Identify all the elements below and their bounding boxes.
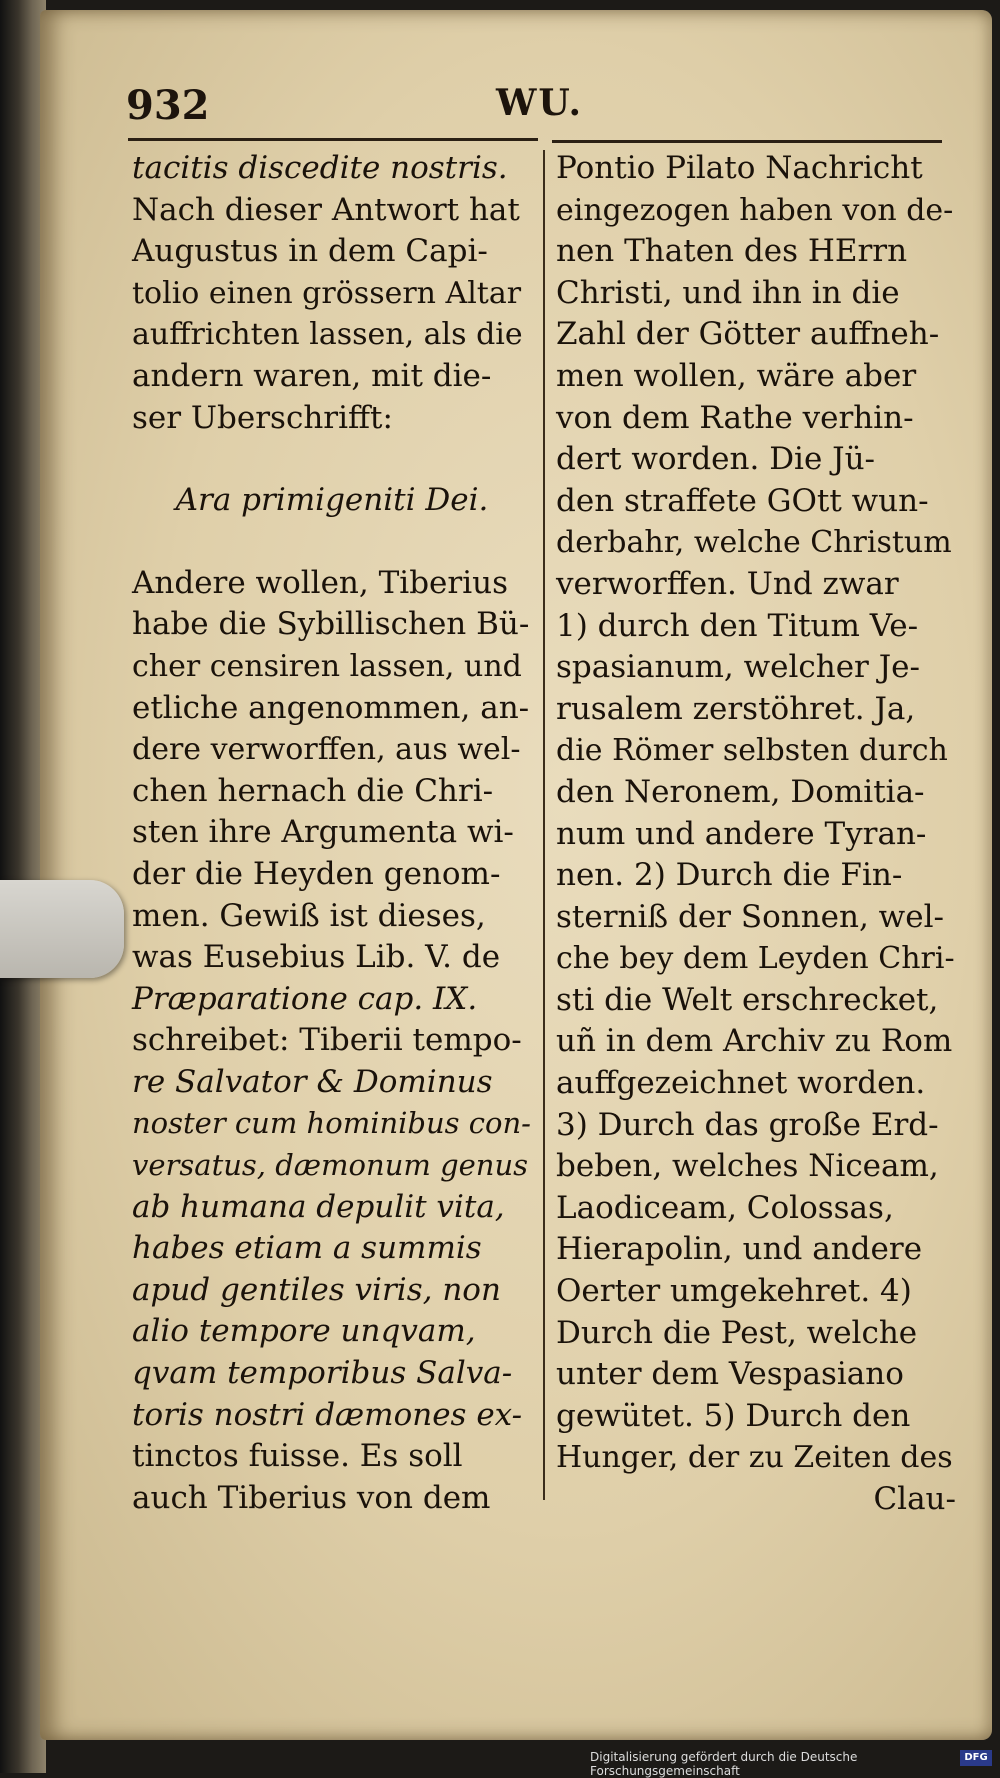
- text-line: Oerter umgekehret. 4): [556, 1273, 912, 1310]
- text-line: toris nostri dæmones ex-: [132, 1396, 523, 1433]
- text-line: von dem Rathe verhin-: [556, 399, 914, 436]
- text-line: nen. 2) Durch die Fin-: [556, 857, 903, 894]
- text-line: sten ihre Argumenta wi-: [132, 814, 514, 851]
- text-line: unter dem Vespasiano: [556, 1356, 904, 1393]
- text-line: dere verworffen, aus wel-: [132, 732, 521, 768]
- dfg-logo: DFG: [960, 1750, 992, 1766]
- text-line: habes etiam a summis: [132, 1230, 482, 1267]
- header-rule-right: [552, 140, 942, 143]
- text-line: Clau-: [873, 1481, 956, 1517]
- text-line: men wollen, wäre aber: [556, 357, 917, 394]
- text-line: der die Heyden genom-: [132, 855, 501, 892]
- text-line: die Römer selbsten durch: [556, 733, 948, 769]
- text-line: Hierapolin, und andere: [556, 1231, 923, 1268]
- column-divider: [543, 150, 545, 1500]
- text-line: Hunger, der zu Zeiten des: [556, 1440, 953, 1476]
- text-line: dert worden. Die Jü-: [556, 441, 876, 478]
- text-line: Augustus in dem Capi-: [132, 233, 488, 270]
- text-line: ab humana depulit vita,: [132, 1188, 505, 1225]
- text-line: habe die Sybillischen Bü-: [132, 606, 530, 643]
- text-line: ser Uberschrifft:: [132, 399, 393, 436]
- text-line: spasianum, welcher Je-: [556, 649, 920, 686]
- text-line: noster cum hominibus con-: [132, 1106, 531, 1141]
- text-line: uñ in dem Archiv zu Rom: [556, 1023, 953, 1060]
- text-line: den Neronem, Domitia-: [556, 773, 925, 810]
- digitization-credit: Digitalisierung gefördert durch die Deutsche Forschungsgemeinschaft: [590, 1750, 858, 1778]
- page-number: 932: [126, 82, 210, 129]
- text-line: Ara primigeniti Dei.: [175, 482, 489, 519]
- text-line: versatus, dæmonum genus: [132, 1148, 529, 1183]
- text-line: was Eusebius Lib. V. de: [132, 939, 501, 976]
- text-line: tacitis discedite nostris.: [132, 150, 508, 186]
- text-line: beben, welches Niceam,: [556, 1148, 939, 1185]
- text-line: Christi, und ihn in die: [556, 274, 900, 311]
- text-line: verworffen. Und zwar: [556, 565, 899, 602]
- text-line: Præparatione cap. IX.: [132, 980, 478, 1017]
- text-line: rusalem zerstöhret. Ja,: [556, 690, 916, 727]
- text-line: gewütet. 5) Durch den: [556, 1397, 911, 1434]
- blank-line: [132, 439, 532, 480]
- text-line: 3) Durch das große Erd-: [556, 1106, 939, 1143]
- right-text-column: [556, 148, 956, 1521]
- text-line: sterniß der Sonnen, wel-: [556, 898, 944, 935]
- text-line: nen Thaten des HErrn: [556, 233, 908, 270]
- text-line: etliche angenommen, an-: [132, 689, 530, 726]
- text-line: re Salvator & Dominus: [132, 1063, 493, 1100]
- text-line: andern waren, mit die-: [132, 357, 492, 394]
- text-line: den straffete GOtt wun-: [556, 482, 929, 519]
- text-line: derbahr, welche Christum: [556, 525, 952, 561]
- text-line: tolio einen grössern Altar: [132, 275, 522, 311]
- text-line: che bey dem Leyden Chri-: [556, 941, 955, 977]
- text-line: Laodiceam, Colossas,: [556, 1189, 894, 1226]
- text-line: auffrichten lassen, als die: [132, 317, 523, 353]
- text-line: sti die Welt erschrecket,: [556, 981, 939, 1018]
- text-line: men. Gewiß ist dieses,: [132, 897, 486, 934]
- left-text-column: [132, 148, 532, 1519]
- text-line: eingezogen haben von de-: [556, 192, 954, 228]
- running-head: WU.: [496, 82, 584, 124]
- text-line: Pontio Pilato Nachricht: [556, 150, 923, 186]
- text-line: 1) durch den Titum Ve-: [556, 607, 919, 644]
- text-line: apud gentiles viris, non: [132, 1271, 501, 1308]
- text-line: chen hernach die Chri-: [132, 772, 494, 809]
- text-line: schreibet: Tiberii tempo-: [132, 1022, 522, 1059]
- text-line: Andere wollen, Tiberius: [132, 564, 508, 601]
- text-line: auch Tiberius von dem: [132, 1479, 491, 1516]
- bookmark-tab: [0, 880, 124, 978]
- text-line: qvam temporibus Salva-: [132, 1355, 513, 1392]
- text-line: num und andere Tyran-: [556, 815, 927, 852]
- text-line: auffgezeichnet worden.: [556, 1065, 926, 1102]
- text-line: cher censiren lassen, und: [132, 648, 522, 684]
- header-rule-left: [128, 138, 538, 141]
- text-line: Nach dieser Antwort hat: [132, 191, 520, 228]
- text-line: Zahl der Götter auffneh-: [556, 316, 940, 353]
- blank-line: [132, 522, 532, 563]
- text-line: tinctos fuisse. Es soll: [132, 1438, 463, 1475]
- page-header: [126, 82, 956, 132]
- text-line: Durch die Pest, welche: [556, 1314, 918, 1351]
- text-line: alio tempore unqvam,: [132, 1313, 476, 1350]
